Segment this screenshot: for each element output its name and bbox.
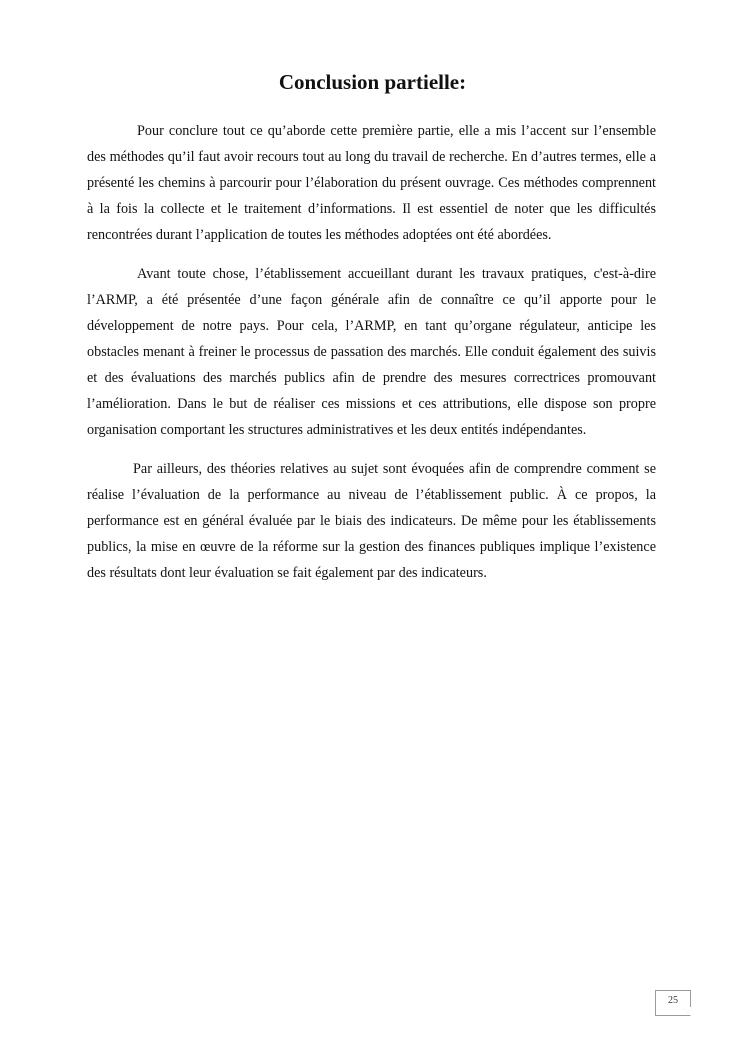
page-fold-cut bbox=[682, 1007, 691, 1016]
page-number: 25 bbox=[668, 995, 678, 1006]
page-title: Conclusion partielle: bbox=[278, 70, 467, 94]
paragraph-1: Pour conclure tout ce qu’aborde cette première partie, elle a mis l’accent sur l’ensemble des méthodes qu’il faut avoir recours tout au long du travail de recherche. En d’autres termes, elle a présenté les chemins à parcourir pour l’élaboration du présent ouvrage. Ces méthodes comprennent à la fois la collecte et le traitement d’informations. Il est essentiel de noter que les difficultés rencontrées durant l’application de toutes les méthodes adoptées ont été abordées. bbox=[87, 123, 656, 243]
paragraph-2: Avant toute chose, l’établissement accueillant durant les travaux pratiques, c'est-à-dire l’ARMP, a été présentée d’une façon générale afin de connaître ce qu’il apporte pour le développement de notre pays. Pour cela, l’ARMP, en tant qu’organe régulateur, anticipe les obstacles menant à freiner le processus de passation des marchés. Elle conduit également des suivis et des évaluations des marchés publics afin de prendre des mesures correctrices promouvant l’amélioration. Dans le but de réaliser ces missions et ces attributions, elle dispose son propre organisation comportant les structures administratives et les deux entités indépendantes. bbox=[87, 266, 656, 438]
body-text bbox=[87, 118, 656, 599]
paragraph-3: Par ailleurs, des théories relatives au sujet sont évoquées afin de comprendre comment se réalise l’évaluation de la performance au niveau de l’établissement public. À ce propos, la performance est en général évaluée par le biais des indicateurs. De même pour les établissements publics, la mise en œuvre de la réforme sur la gestion des finances publiques implique l’existence des résultats dont leur évaluation se fait également par des indicateurs. bbox=[87, 461, 656, 581]
page-number-box bbox=[655, 990, 691, 1016]
